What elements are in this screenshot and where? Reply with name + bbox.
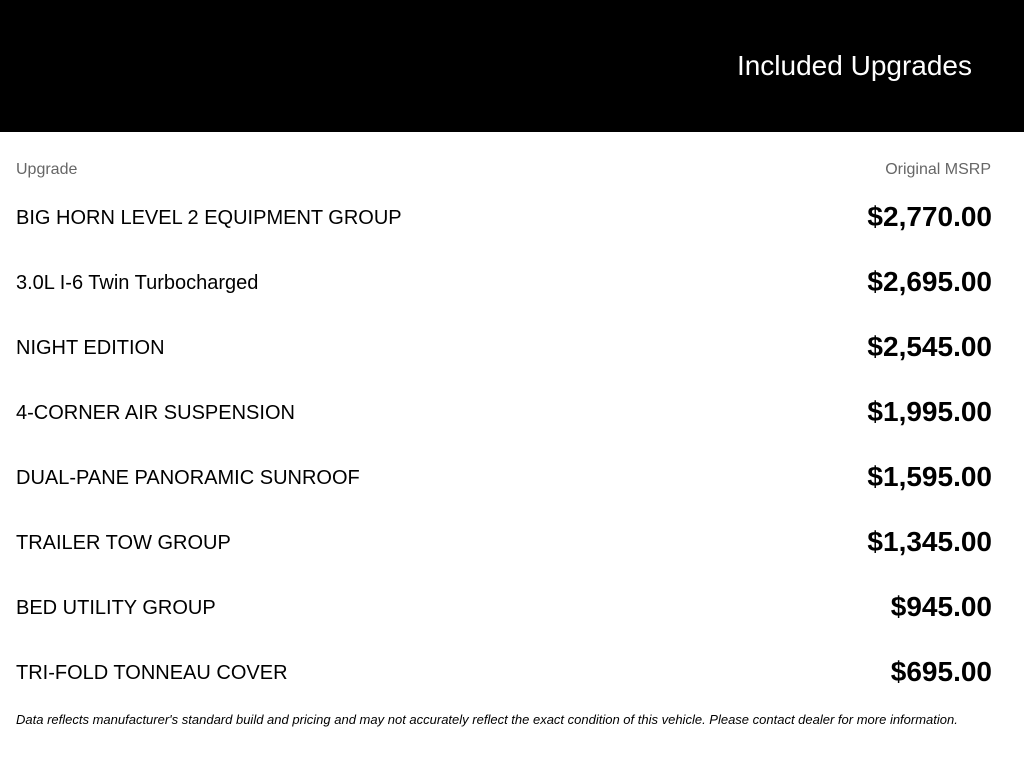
- upgrade-price: $1,595.00: [867, 461, 992, 492]
- upgrade-name: 3.0L I-6 Twin Turbocharged: [16, 272, 259, 294]
- upgrade-price: $695.00: [890, 656, 992, 687]
- upgrade-price: $1,995.00: [867, 396, 992, 427]
- column-headers: [16, 160, 991, 180]
- upgrade-row: [16, 585, 992, 650]
- disclaimer-footnote: Data reflects manufacturer's standard build and pricing and may not accurately reflect the exact condition of this vehicle. Please contact dealer for more information.: [16, 712, 958, 727]
- upgrade-price: $1,345.00: [867, 526, 992, 557]
- upgrade-price: $2,770.00: [867, 201, 992, 232]
- upgrade-name: NIGHT EDITION: [16, 337, 165, 359]
- upgrade-row: [16, 195, 992, 260]
- column-header-msrp: Original MSRP: [885, 161, 991, 178]
- upgrade-name: TRAILER TOW GROUP: [16, 532, 231, 554]
- upgrade-row: [16, 260, 992, 325]
- upgrade-name: 4-CORNER AIR SUSPENSION: [16, 402, 295, 424]
- header-banner: [0, 0, 1024, 132]
- upgrade-name: BED UTILITY GROUP: [16, 597, 216, 619]
- upgrade-row: [16, 325, 992, 390]
- upgrades-list: [16, 195, 992, 715]
- upgrade-row: [16, 650, 992, 715]
- upgrade-row: [16, 520, 992, 585]
- upgrade-row: [16, 390, 992, 455]
- page-title: Included Upgrades: [736, 50, 972, 81]
- upgrade-name: BIG HORN LEVEL 2 EQUIPMENT GROUP: [16, 207, 402, 229]
- upgrade-price: $2,695.00: [867, 266, 992, 297]
- upgrade-name: TRI-FOLD TONNEAU COVER: [16, 662, 288, 684]
- upgrade-price: $2,545.00: [867, 331, 992, 362]
- upgrade-price: $945.00: [890, 591, 992, 622]
- upgrade-row: [16, 455, 992, 520]
- column-header-upgrade: Upgrade: [16, 161, 78, 178]
- upgrade-name: DUAL-PANE PANORAMIC SUNROOF: [16, 467, 360, 489]
